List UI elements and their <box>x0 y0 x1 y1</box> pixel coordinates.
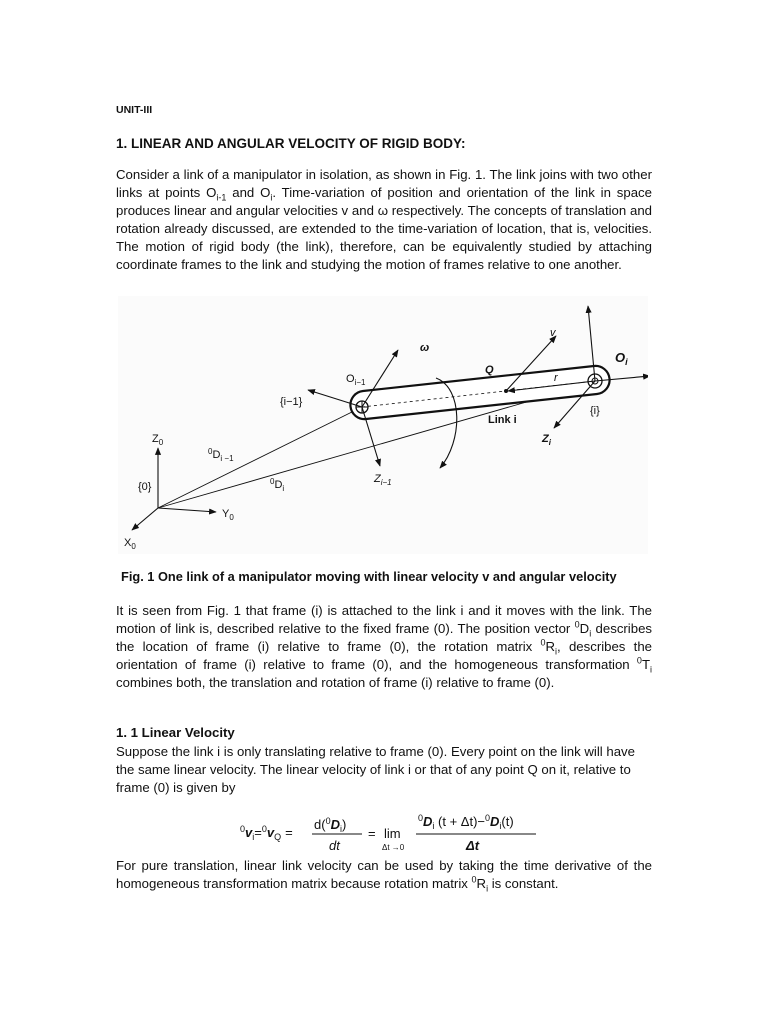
svg-text:dt: dt <box>329 838 340 853</box>
link-body <box>350 366 609 419</box>
para1-sub-1: i-1 <box>216 192 227 203</box>
frame-im1-label: {i−1} <box>280 396 303 408</box>
para1-text-a: Consider a link of a manipulator in isolation, as shown in Fig. 1. The link joins with two other links at points O <box>116 167 652 200</box>
svg-text:0Di: $^0D_i$ <box>270 477 285 493</box>
figure-caption: Fig. 1 One link of a manipulator moving with linear velocity v and angular velocity <box>121 569 617 584</box>
frame-0-label: {0} <box>138 481 152 493</box>
z-i-label: Z <box>542 433 549 445</box>
svg-text:Z0: $Z_0$ <box>152 433 164 447</box>
link-i-label: Link i <box>488 414 517 426</box>
v-label: v <box>550 327 556 339</box>
o-i-label: O <box>615 350 626 365</box>
svg-text:Zi−1: $Z_{i-1}$ <box>374 473 392 487</box>
para1-text-b: and O <box>226 185 271 200</box>
x0-label: X <box>124 537 132 549</box>
svg-text:Δt: Δt <box>466 838 480 853</box>
unit-title: UNIT-III <box>116 104 153 116</box>
pure-translation-paragraph: For pure translation, linear link velocity can be used by taking the time derivative of the homogeneous transformation matrix because rotation matrix $^0R_i$ is constant. <box>116 858 652 894</box>
frame-i-label: {i} <box>590 405 600 417</box>
intro-paragraph <box>116 166 652 274</box>
d-i-label: D <box>274 479 283 491</box>
svg-text:X0: $X_0$ <box>124 537 136 551</box>
z0-label: Z <box>152 433 159 445</box>
y0-label: Y <box>222 508 230 520</box>
linear-velocity-paragraph: Suppose the link i is only translating relative to frame (0). Every point on the link will have the same linear velocity. The linear velocity of link i or that of any point Q on it, relative to frame (0) is given by <box>116 744 635 795</box>
svg-text:Oi−1: $O_{i-1}$ <box>346 373 366 387</box>
subsection-heading: 1. 1 Linear Velocity <box>116 725 235 740</box>
svg-text:lim: lim <box>384 826 401 841</box>
svg-text:=: = <box>368 826 376 841</box>
figure-1-link-diagram <box>118 296 648 554</box>
svg-text:Y0: $Y_0$ <box>222 508 234 522</box>
r-label: r <box>554 372 558 384</box>
svg-text:Δt →0: Δt →0 <box>382 843 405 852</box>
svg-text:0Di (t + Δt)−0Di(t): $^0D_i$ $(t + \Delta t)-^0D_i(t)$ <box>418 813 514 831</box>
svg-text:d(0Di): $d(^0D_i)$ <box>314 816 347 834</box>
svg-text:Oi: $O_i$ <box>615 350 628 367</box>
o-im1-label: O <box>346 373 355 385</box>
z-im1-label: Z <box>374 473 381 485</box>
q-label: Q <box>485 364 494 376</box>
section-heading: 1. LINEAR AND ANGULAR VELOCITY OF RIGID BODY: <box>116 136 466 151</box>
omega-label: ω <box>420 342 430 354</box>
figure-labels <box>124 327 628 551</box>
frame-description-paragraph: It is seen from Fig. 1 that frame (i) is attached to the link i and it moves with the link. The motion of link is, described relative to the fixed frame (0). The position vector $^0D_i$ describes the location of frame (i) relative to frame (0), the rotation matrix $^0R_i$, describes the orientation of frame (i) relative to frame (0), and the homogeneous transformation $^0T_i$ combines both, the translation and rotation of frame (i) relative to frame (0). <box>116 603 652 690</box>
d-im1-label: D <box>212 449 221 461</box>
svg-text:0Di −1: $^0D_{i -1}$ <box>208 447 234 463</box>
svg-text:Zi: $Z_i$ <box>542 433 551 447</box>
para1-text-c: . Time-variation of position and orientation of the link in space produces linear and angular velocities v and ω respectively. The concepts of translation and rotation already discussed, are extended to the time-variation of location, that is, velocities. The motion of rigid body (the link), therefore, can be equivalently studied by attaching coordinate frames to the link and studying the motion of frames relative to one another. <box>116 185 652 272</box>
para1-sub-2: i <box>270 192 273 203</box>
linear-velocity-equation <box>238 812 538 858</box>
svg-text:0vi=0vQ=: $^0v_i=^0v_Q$ = <box>240 824 293 842</box>
